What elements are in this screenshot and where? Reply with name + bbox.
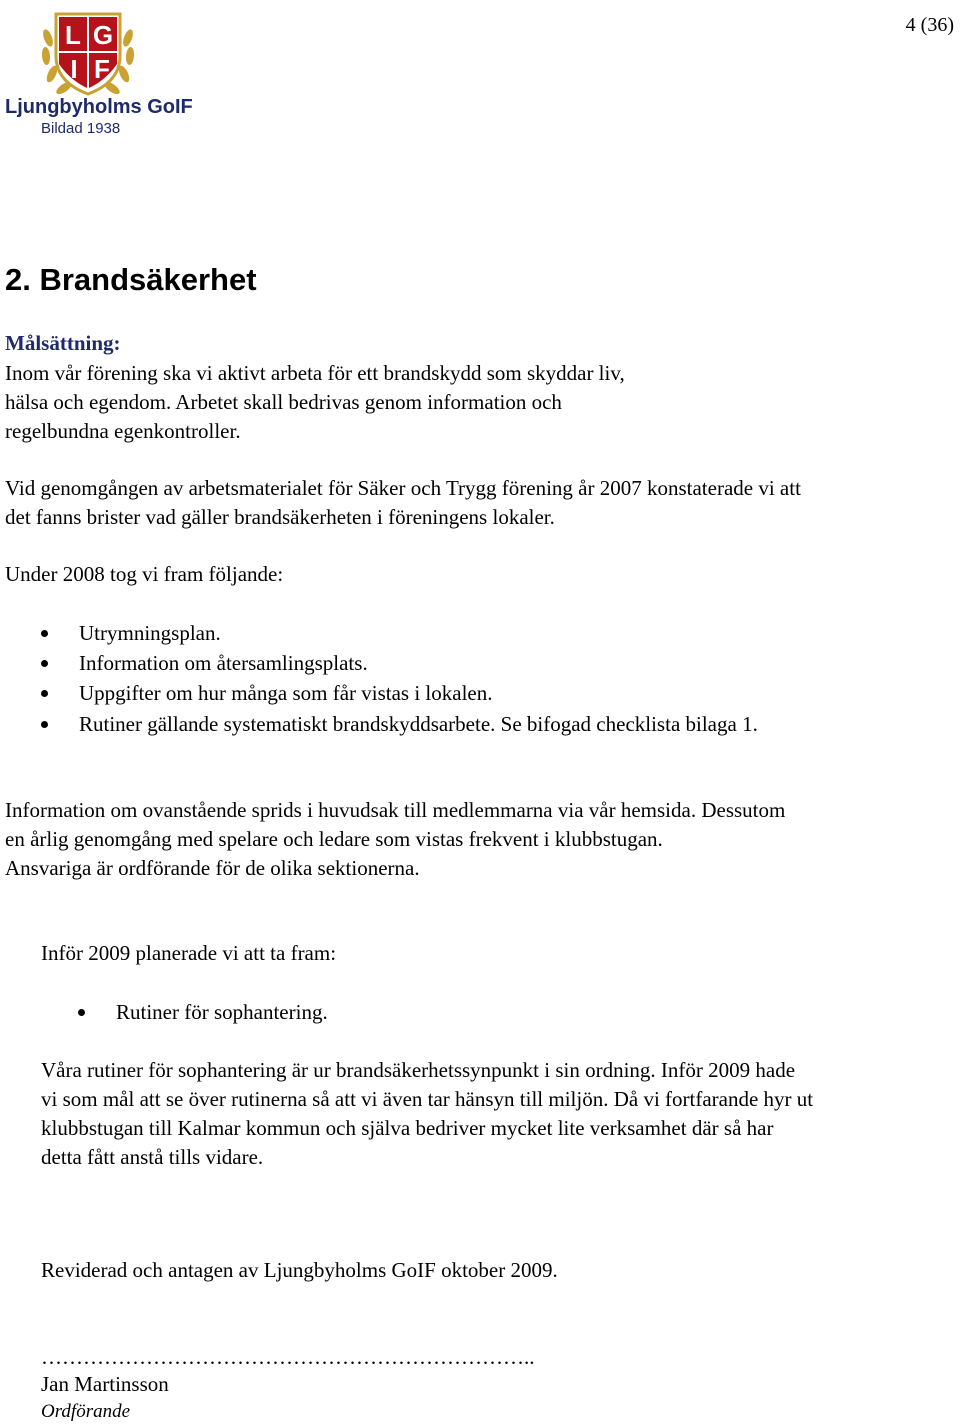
- routine-line-1: Våra rutiner för sophantering är ur brandsäkerhetssynpunkt i sin ordning. Inför 2009 hade: [41, 1058, 796, 1082]
- signer-role: Ordförande: [41, 1401, 131, 1422]
- revised-statement: Reviderad och antagen av Ljungbyholms GoIF oktober 2009.: [41, 1258, 558, 1282]
- logo-letter-g: G: [92, 20, 114, 50]
- signature-line: ……………………………………………………………..: [41, 1345, 535, 1369]
- routine-line-2: vi som mål att se över rutinerna så att vi även tar hänsyn till miljön. Då vi fortfarande hyr ut: [41, 1087, 814, 1111]
- logo-letter-l: L: [65, 20, 81, 50]
- list-item-2008-3: Uppgifter om hur många som får vistas i lokalen.: [79, 681, 493, 705]
- list-item-2008-4: Rutiner gällande systematiskt brandskyddsarbete. Se bifogad checklista bilaga 1.: [79, 712, 758, 736]
- goal-line-1: Inom vår förening ska vi aktivt arbeta för ett brandskydd som skyddar liv,: [5, 361, 625, 385]
- list-item-2009-1: Rutiner för sophantering.: [116, 1000, 328, 1024]
- goal-heading: Målsättning:: [5, 331, 121, 355]
- signer-name: Jan Martinsson: [41, 1372, 169, 1396]
- intro-2009: Inför 2009 planerade vi att ta fram:: [41, 941, 337, 965]
- bullet-icon: [41, 630, 48, 637]
- info-line-2: en årlig genomgång med spelare och ledare som vistas frekvent i klubbstugan.: [5, 827, 663, 851]
- section-title: 2. Brandsäkerhet: [5, 262, 257, 297]
- intro-2008: Under 2008 tog vi fram följande:: [5, 562, 284, 586]
- bullet-icon: [41, 690, 48, 697]
- review-line-2: det fanns brister vad gäller brandsäkerheten i föreningens lokaler.: [5, 505, 555, 529]
- bullet-icon: [78, 1009, 85, 1016]
- routine-line-4: detta fått anstå tills vidare.: [41, 1145, 264, 1169]
- club-founded: Bildad 1938: [41, 120, 121, 137]
- goal-line-2: hälsa och egendom. Arbetet skall bedrivas genom information och: [5, 390, 562, 414]
- review-line-1: Vid genomgången av arbetsmaterialet för Säker och Trygg förening år 2007 konstaterade vi att: [5, 476, 801, 500]
- page-number: 4 (36): [905, 14, 954, 36]
- info-line-3: Ansvariga är ordförande för de olika sektionerna.: [5, 856, 420, 880]
- club-name: Ljungbyholms GoIF: [5, 96, 193, 118]
- bullet-icon: [41, 660, 48, 667]
- bullet-icon: [41, 721, 48, 728]
- logo-letter-i: I: [70, 54, 78, 84]
- logo-letter-f: F: [94, 54, 110, 84]
- info-line-1: Information om ovanstående sprids i huvudsak till medlemmarna via vår hemsida. Dessutom: [5, 798, 786, 822]
- list-item-2008-2: Information om återsamlingsplats.: [79, 651, 368, 675]
- club-logo: [40, 8, 136, 98]
- routine-line-3: klubbstugan till Kalmar kommun och själva bedriver mycket lite verksamhet där så har: [41, 1116, 774, 1140]
- list-item-2008-1: Utrymningsplan.: [79, 621, 221, 645]
- goal-line-3: regelbundna egenkontroller.: [5, 419, 241, 443]
